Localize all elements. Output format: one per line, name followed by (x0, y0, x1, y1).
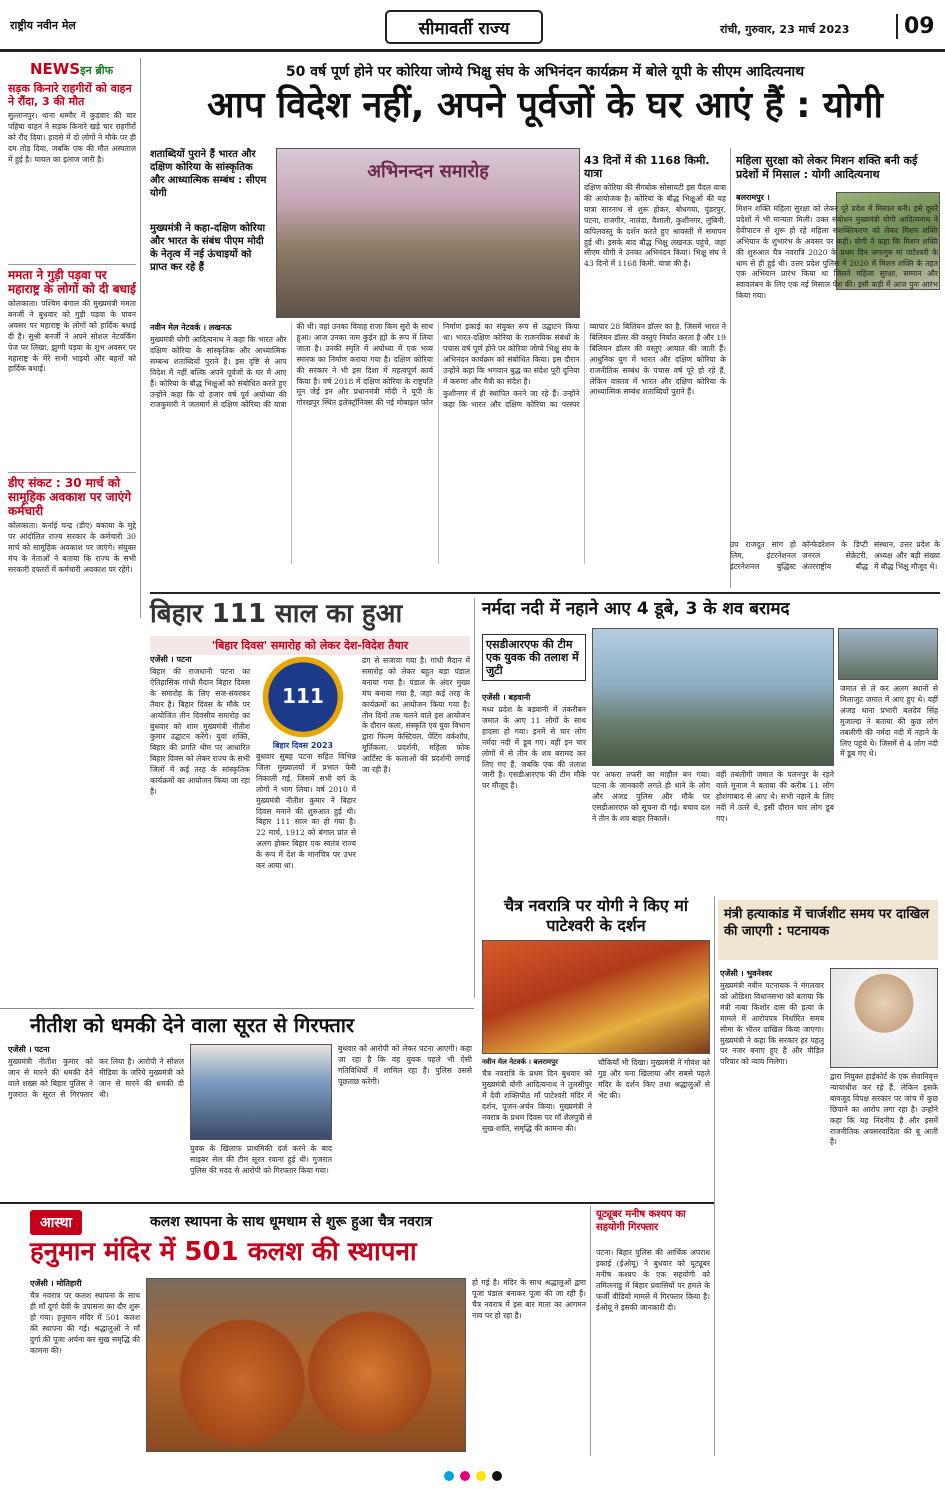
aastha-col-1 (30, 1278, 140, 1450)
bihar-logo-number: 111 (282, 684, 324, 708)
news-brief-column (8, 82, 136, 622)
column-rule (714, 896, 715, 1456)
narmada-col-1 (482, 692, 586, 892)
bihar-headline: बिहार 111 साल का हुआ (150, 599, 403, 629)
narmada-headline: नर्मदा नदी में नहाने आए 4 डूबे, 3 के शव बरामद (482, 599, 790, 619)
navratri-byline: नवीन मेल नेटवर्क । बलरामपुर (482, 1058, 558, 1066)
bihar-diwas-logo (256, 656, 350, 738)
paper-name: राष्ट्रीय नवीन मेल (10, 19, 76, 32)
odisha-byline: एजेंसी । भुवनेश्वर (720, 969, 773, 978)
odisha-body: मुख्यमंत्री नवीन पटनायक ने मंगलवार को ओडिशा विधानसभा को बताया कि मंत्री नाबा किशोर दास की हत्या के मामले में आरोपपत्र निर्धारित समय सीमा के भीतर दाखिल किया जाएगा। मुख्यमंत्री ने कहा कि सरकार हर पहलू पर नजर बनाए हुए है और पीड़ित परिवार को न्याय मिलेगा। (720, 981, 824, 1067)
aastha-byline: एजेंसी । मोतिहारी (30, 1279, 82, 1288)
column-rule (140, 58, 141, 618)
bihar-byline: एजेंसी । पटना (150, 655, 192, 664)
nitish-body-3: बुधवार को आरोपी को लेकर पटना आएगी। कहा जा रहा है कि वह युवक पहले भी ऐसी गतिविधियों में शामिल रहा है। पुलिस उससे पूछताछ करेगी। (338, 1044, 472, 1086)
narmada-body-1: मध्य प्रदेश के बड़वानी में तकरीबन जमात के आए 11 लोगों के साथ हादसा हो गया। इनमें से चार लोग नर्मदा नदी में डूब गए। वहीं इन चार लोगों में से तीन के शव बरामद कर लिए गए हैं, जबकि एक की तलाश जारी है। एसडीआरएफ की टीम मौके पर मौजूद है। (482, 705, 586, 791)
column-rule (474, 598, 475, 998)
brief-divider (8, 264, 136, 265)
side-footer: उप राजदूत सांग हो लिम, इंटरनेशनल इंटरनेशनल बुद्धिस्ट कॉन्फेडरेशन के डिप्टी जनरल सेक्रेटरी, अंतरराष्ट्रीय बौद्ध संस्थान, उत्तर प्रदेश के अध्यक्ष और बड़ी संख्या में बौद्ध भिक्षु मौजूद थे। (730, 540, 940, 571)
narmada-photo (592, 628, 834, 766)
bihar-body-1: बिहार की राजधानी पटना का ऐतिहासिक गांधी मैदान बिहार दिवस के समारोह के लिए सज-संवरकर तैयार है। बिहार दिवस के मौके पर आयोजित तीन दिवसीय समारोह का बुधवार को शाम मुख्यमंत्री नीतीश कुमार उद्घाटन करेंगे। युवा शक्ति, बिहार की प्रगति थीम पर आधारित बिहार दिवस को लेकर राज्य के सभी जिलों में कई तरह के सांस्कृतिक कार्यक्रमों का आयोजन किया जा रहा है। (150, 667, 250, 796)
nitish-col-1 (8, 1044, 184, 1196)
navratri-body: चैत्र नवरात्रि के प्रथम दिन बुधवार को मुख्यमंत्री योगी आदित्यनाथ ने तुलसीपुर में देवी शक्तिपीठ माँ पाटेश्वरी मंदिर में दर्शन, पूजन-अर्चन किया। मुख्यमंत्री ने नवरात्र के प्रथम दिवस पर माँ शैलपुत्री से सुख-शांति, समृद्धि की कामना की। (482, 1069, 592, 1133)
side-headline: महिला सुरक्षा को लेकर मिशन शक्ति बनी कई प्रदेशों में मिसाल : योगी आदित्यनाथ (736, 154, 918, 181)
brief-3-body: कोलकाता। कर्नाई चन्द्र (डीए) बकाया के मुद्दे पर आंदोलित राज्य सरकार के कर्मचारी 30 मार्च को सामूहिक अवकाश पर जाएंगे। संयुक्त मंच के नेताओं ने बताया कि राज्य के सभी सरकारी दफ्तरों में कर्मचारी अवकाश पर रहेंगे। (8, 521, 136, 574)
bihar-subhead: 'बिहार दिवस' समारोह को लेकर देश-विदेश तैयार (150, 636, 470, 655)
narmada-body-3: वहीं तबलीगी जमात के पलनपुर के रहने वाले मुनाज ने बताया की करीब 11 लोग होशंगाबाद से आए थे। सभी नहाने के लिए नदी में उतरे थे, इसी दौरान चार लोग डूब गए। (716, 770, 834, 823)
news-logo-sub: इन ब्रीफ (80, 64, 114, 77)
patnaik-photo (830, 968, 938, 1068)
odisha-col-1 (720, 968, 824, 1328)
narmada-byline: एजेंसी । बड़वानी (482, 693, 531, 702)
navratri-headline: चैत्र नवरात्रि पर योगी ने किए मां पाटेश्वरी के दर्शन (504, 896, 688, 935)
lead-body: मुख्यमंत्री योगी आदित्यनाथ ने कहा कि भारत और दक्षिण कोरिया के सांस्कृतिक और आध्यात्मिक सम्बन्ध शताब्दियों पुराने हैं। इस दृष्टि से आप विदेश में नहीं बल्कि अपने पूर्वजों के घर में आए हैं। कोरिया के बौद्ध भिक्षुओं को संबोधित करते हुए उन्होंने कहा कि दो हजार वर्ष पूर्व अयोध्या की राजकुमारी ने जलमार्ग से दक्षिण कोरिया की यात्रा की थी। वहां उनका विवाह राजा किम सुरो के साथ हुआ। आज उनका नाम कुईन ह्यो के रूप में लिया जाता है। उनकी स्मृति में अयोध्या में एक भव्य स्मारक का निर्माण कराया गया है। दक्षिण कोरिया की सरकार ने भी इस दिशा में महत्वपूर्ण कार्य किया है। वर्ष 2018 में दक्षिण कोरिया के राष्ट्रपति मून जेई इन और प्रधानमंत्री मोदी ने यूपी के गोरखपुर स्थित इलेक्ट्रॉनिक्स की नई मोबाइल फोन निर्माण इकाई का संयुक्त रूप से उद्घाटन किया था। भारत-दक्षिण कोरिया के राजनयिक संबंधों के पचास वर्ष पूर्ण होने पर कोरिया जोग्ये भिक्षु संघ के अभिनंदन कार्यक्रम को संबोधित किया। इस दौरान उन्होंने कहा कि भगवान बुद्ध का संदेश पूरी दुनिया में करुणा और मैत्री का संदेश है। (150, 322, 580, 410)
brief-1-body: सुल्तानपुर। थाना धम्मौर में कुड़वार की चार पहिया वाहन ने सड़क किनारे खड़े चार राहगीरों को रौंद दिया। हादसे में दो लोगों ने मौके पर ही दम तोड़ दिया, जबकि एक की मौत अस्पताल में हुई है। घायल का इलाज जारी है। (8, 111, 136, 164)
lead-body-2: कुशीनगर में ही स्थापित करने जा रहे हैं। उन्होंने कहा कि भारत और दक्षिण कोरिया का परस्पर व्यापार 28 बिलियन डॉलर का है, जिसमें भारत ने बिलियन डॉलर की वस्तुएं निर्यात करता है और 19 बिलियन डॉलर की वस्तुएं आयात की जाती हैं। आधुनिक युग में भारत और दक्षिण कोरिया के राजनीतिक सम्बंध के पचास वर्ष पूरे हो रहे हैं, लेकिन वास्तव में भारत और दक्षिण कोरिया के आध्यात्मिक सम्बंध शताब्दियों पुराने हैं। (443, 322, 726, 410)
lead-body-columns (150, 322, 726, 564)
cyan-mark (444, 1471, 454, 1481)
aastha-body-2: हो गई है। मंदिर के साथ श्रद्धालुओं द्वारा पूजा पंडाल बनाकर पूजा की जा रही है। चैत्र नवरात्र में इस बार माता का आगमन नाव पर हो रहा है। (472, 1278, 586, 1320)
black-mark (492, 1471, 502, 1481)
narmada-body-4: जमात से ले कर अलग स्थानों से मिलाजुट जमात में आए हुए थे। वहीं अंजड़ थाना प्रभारी बलदेव सिंह मुजाल्दा ने बताया की कुछ लोग तबलीगी की नर्मदा नदी में नहाने के लिए पहुंचे थे। जिसमें से 4 लोग नदी में डूब गए थे। (840, 684, 938, 759)
magenta-mark (460, 1471, 470, 1481)
kalash-photo (146, 1278, 466, 1452)
lead-headline: आप विदेश नहीं, अपने पूर्वजों के घर आएं हैं : योगी (207, 85, 883, 126)
bihar-body-3: ढंग से सजाया गया है। गांधी मैदान में समारोह को लेकर बहुत बड़ा पंडाल बनाया गया है। पंडाल के अंदर मुख्य मंच बनाया गया है, जहां कई तरह के कार्यक्रमों का आयोजन किया गया है। तीन दिनों तक चलने वाले इस आयोजन के दौरान कला, संस्कृति एवं युवा विभाग द्वारा फिल्म फेस्टिवल, पेंटिंग वर्कशॉप, मूर्तिकला, प्रदर्शनी, महिला फोक आर्टिस्ट के कलाओं की प्रदर्शनी लगाई जा रही है। (362, 656, 470, 775)
aastha-body: चैत्र नवरात्र पर कलश स्थापना के साथ ही माँ दुर्गा देवी के उपासना का दौर शुरू हो गया। हनुमान मंदिर में 501 कलश की स्थापना की गई। श्रद्धालुओं ने माँ दुर्गा की पूजा अर्चना कर सुख समृद्धि की कामना की। (30, 1291, 140, 1355)
bihar-body-2: बुधवार सुबह पटना सहित विभिन्न जिला मुख्यालयों में प्रभात फेरी निकाली गई, जिसमें सभी वर्ग के लोगों ने भाग लिया। वर्ष 2010 में मुख्यमंत्री नीतीश कुमार ने बिहार दिवस मनाने की शुरुआत हुई थी। बिहार 111 साल का हो गया है। 22 मार्च, 1912 को बंगाल प्रांत से अलग होकर बिहार एक स्वतंत्र राज्य के रूप में देश के मानचित्र पर उभर कर आया था। (256, 752, 356, 871)
odisha-headline-box (718, 900, 938, 960)
brief-2-title: ममता ने गुड़ी पड़वा पर महाराष्ट्र के लोगों को दी बधाई (8, 268, 136, 296)
section-divider (0, 1202, 714, 1204)
lead-pullquote-2: मुख्यमंत्री ने कहा-दक्षिण कोरिया और भारत के संबंध पीएम मोदी के नेतृत्व में नई ऊंचाइयों को प्राप्त कर रहे हैं (150, 223, 266, 273)
yellow-mark (476, 1471, 486, 1481)
nitish-headline: नीतीश को धमकी देने वाला सूरत से गिरफ्तार (30, 1013, 355, 1037)
nitish-body-1: मुख्यमंत्री नीतीश कुमार को जान से मारने की धमकी देने वाले शख्स को बिहार पुलिस ने गुजरात के सूरत से गिरफ्तार कर लिया है। आरोपी ने सोशल मीडिया के जरिये मुख्यमंत्री को जान से मारने की धमकी दी थी। (8, 1057, 184, 1099)
lead-photo (276, 148, 580, 318)
narmada-body-2: पर अफरा तफरी का माहौल बन गया। पटना के जानकारी लगते ही थाने के लोग और अंजड पुलिस और मौके पर एसडीआरएफ को सूचना दी गई। बचाव दल ने तीन के शव बाहर निकाले। (592, 770, 710, 823)
lead-pullquote-1: शताब्दियों पुराने हैं भारत और दक्षिण कोरिया के सांस्कृतिक और आध्यात्मिक सम्बंध : सीएम योगी (150, 149, 267, 199)
section-divider (150, 592, 940, 594)
youtuber-headline: यूट्यूबर मनीष कश्यप का सहयोगी गिरफ्तार (596, 1209, 686, 1233)
photo-banner-text: अभिनन्दन समारोह (367, 161, 489, 182)
section-title: सीमावर्ती राज्य (385, 10, 543, 44)
section-divider (0, 1008, 474, 1009)
lead-byline: नवीन मेल नेटवर्क । लखनऊ (150, 323, 232, 332)
narmada-photo-2 (838, 628, 938, 680)
dateline: रांची, गुरुवार, 23 मार्च 2023 (720, 23, 850, 36)
nitish-photo (190, 1044, 332, 1140)
youtuber-body: पटना। बिहार पुलिस की आर्थिक अपराध इकाई (ईओयू) ने बुधवार को यूट्यूबर मनीष कश्यप के एक सहयोगी को तमिलनाडु में बिहार प्रवासियों पर हमले के फर्जी वीडियो मामले में गिरफ्तार किया है। ईओयू ने इसकी जानकारी दी। (596, 1248, 710, 1312)
brief-2-body: कोलकाता। पश्चिम बंगाल की मुख्यमंत्री ममता बनर्जी ने बुधवार को गुड़ी पड़वा के पावन अवसर पर महाराष्ट्र के लोगों को हार्दिक बधाई दी है। सुश्री बनर्जी ने अपने सोशल नेटवर्किंग पेज पर लिखा, झुग्गी पड़वा के शुभ अवसर पर महाराष्ट्र के मेरे सभी भाइयों और बहनों को हार्दिक बधाई। (8, 299, 136, 374)
brief-divider (8, 472, 136, 473)
odisha-headline: मंत्री हत्याकांड में चार्जशीट समय पर दाखिल की जाएगी : पटनायक (724, 907, 930, 939)
column-rule (590, 1206, 591, 1456)
brief-1-title: सड़क किनारे राहगीरों को वाहन ने रौंदा, 3 की मौत (8, 82, 132, 108)
lead-kicker: 50 वर्ष पूर्ण होने पर कोरिया जोग्ये भिक्षु संघ के अभिनंदन कार्यक्रम में बोले यूपी के सीएम आदित्यनाथ (285, 64, 805, 80)
aastha-headline: हनुमान मंदिर में 501 कलश की स्थापना (30, 1237, 417, 1267)
page-number: 09 (896, 14, 935, 39)
side-body: मिशन शक्ति महिला सुरक्षा को लेकर पूरे प्रदेश में मिसाल बनी। इसे दूसरे प्रदेशों में भी मान्यता मिली। उक्त संबोधन मुख्यमंत्री योगी आदित्यनाथ ने देवीपाटन से शुरू हो रहे महिला सशक्तिकरण को लेकर मिशन शक्ति अभियान के शुभारंभ के अवसर पर कही। योगी ने कहा कि मिशन शक्ति की शुरुआत चैत्र नवरात्रि 2020 के प्रथम दिन जगत्गुरु मां पाटेश्वरी के धाम से ही हुई थी। उत्तर प्रदेश पुलिस ने 2020 में मिशन शक्ति के तहत एक अभियान प्रारंभ किया था जिसने महिला सुरक्षा, सम्मान और स्वावलंबन के लिए एक नई मिसाल पेश की। इसी कड़ी में आज पुनः आरंभ किया गया। (736, 204, 938, 301)
nitish-byline: एजेंसी । पटना (8, 1045, 50, 1054)
bihar-col-1 (150, 654, 250, 994)
side-byline: बलरामपुर । (736, 193, 770, 202)
nitish-body-2: युवक के खिलाफ प्राथमिकी दर्ज करने के बाद साइबर सेल की टीम सूरत रवाना हुई थी। गुजरात पुलिस की मदद से आरोपी को गिरफ्तार किया गया। (190, 1144, 332, 1175)
aastha-tag: आस्था (30, 1210, 82, 1235)
print-registration-marks (0, 1462, 945, 1489)
aastha-kicker: कलश स्थापना के साथ धूमधाम से शुरू हुआ चैत्र नवरात्र (150, 1214, 432, 1230)
navratri-col-1 (482, 1058, 592, 1198)
news-logo-text: NEWS (30, 60, 81, 78)
brief-3-title: डीए संकट : 30 मार्च को सामूहिक अवकाश पर जाएंगे कर्मचारी (8, 476, 132, 518)
odisha-body-2: द्वारा नियुक्त हाईकोर्ट के एक सेवानिवृत्त न्यायाधीश कर रहे हैं, लेकिन इसके बावजूद विपक्ष सरकार पर जांच में कुछ छिपाने का आरोप लगा रहा है। उन्होंने कहा कि यह निंदनीय है और इसमें राजनीतिक अवसरवादिता की बू आती है। (830, 1072, 938, 1147)
column-rule (730, 148, 731, 588)
navratri-body-2: चौकियाँ भी दिखा। मुख्यमंत्री ने गोवंश को गुड़ और चना खिलाया और सबसे पहले मंदिर के दर्शन किए तथा श्रद्धालुओं से भेंट की। (598, 1058, 710, 1100)
lead-sidebar (584, 154, 726, 328)
narmada-inset: एसडीआरएफ की टीम एक युवक की तलाश में जुटी (482, 634, 586, 681)
news-brief-logo (30, 60, 113, 78)
navratri-photo (482, 940, 710, 1054)
bihar-logo-caption: बिहार दिवस 2023 (272, 741, 334, 750)
lead-sidebar-body: दक्षिण कोरिया की सैंगबोक सोसायटी इस पैदल यात्रा की आयोजक है। कोरिया के बौद्ध भिक्षुओं की यह यात्रा सारनाथ से शुरू होकर, बोधगया, पुंडरपुर, पटना, राजगीर, नालंदा, वैशाली, कुशीनगर, लुंबिनी, कपिलवस्तु के दर्शन करते हुए श्रावस्ती में समापन हुई थी। इसके बाद बौद्ध भिक्षु लखनऊ पहुंचे, जहां सीएम योगी ने उनका अभिनंदन किया। भिक्षु संघ ने 43 दिनों में 1168 किमी. यात्रा की है। (584, 183, 726, 269)
lead-sidebar-title: 43 दिनों में की 1168 किमी. यात्रा (584, 154, 710, 180)
